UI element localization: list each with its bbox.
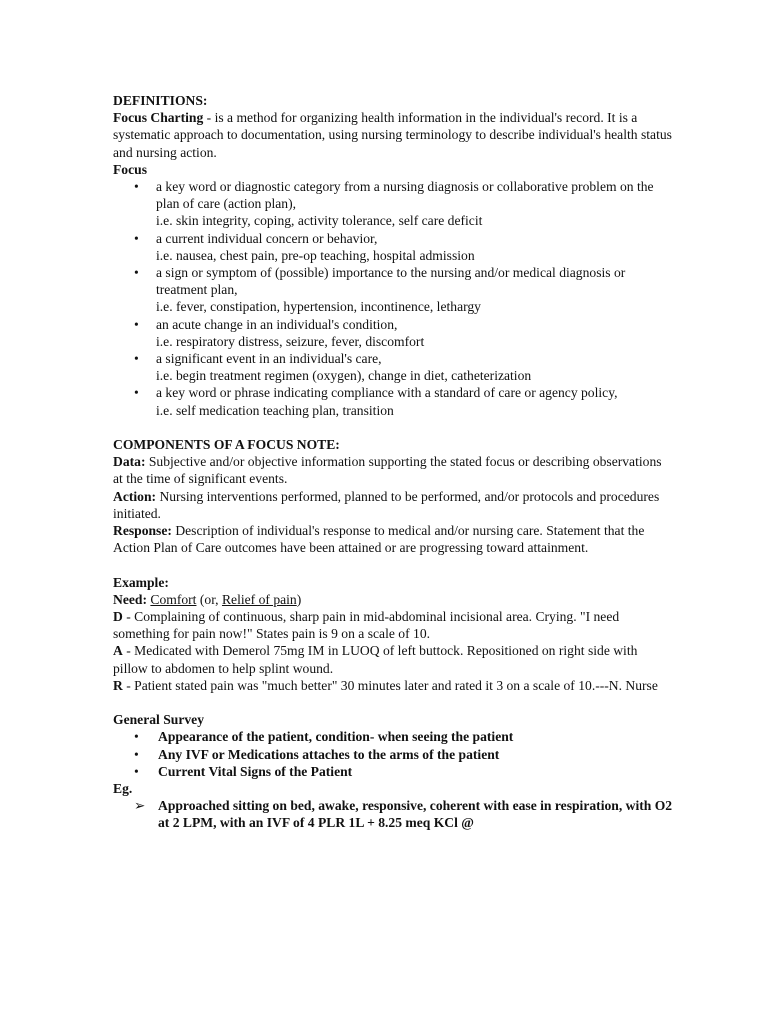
focus-charting-term: Focus Charting bbox=[113, 110, 204, 126]
focus-heading: Focus bbox=[113, 161, 147, 177]
example-need: Need: Comfort (or, Relief of pain) bbox=[113, 591, 302, 607]
eg-label: Eg. bbox=[113, 781, 133, 797]
list-item: • Appearance of the patient, condition- when seeing the patient bbox=[113, 728, 673, 745]
spacer bbox=[113, 556, 673, 573]
list-item: • Current Vital Signs of the Patient bbox=[113, 763, 673, 780]
list-item: • a sign or symptom of (possible) importance to the nursing and/or medical diagnosis or treatment plan, i.e. fever, constipation, hypertension, incontinence, lethargy bbox=[113, 264, 673, 316]
spacer bbox=[113, 419, 673, 436]
document-body bbox=[113, 92, 673, 832]
list-item: • a current individual concern or behavior, i.e. nausea, chest pain, pre-op teaching, hospital admission bbox=[113, 230, 673, 264]
action-component: Action: Nursing interventions performed, planned to be performed, and/or protocols and procedures initiated. bbox=[113, 488, 660, 521]
list-item: • a key word or diagnostic category from a nursing diagnosis or collaborative problem on the plan of care (action plan), i.e. skin integrity, coping, activity tolerance, self care deficit bbox=[113, 178, 673, 230]
example-heading: Example: bbox=[113, 574, 169, 590]
list-item: • an acute change in an individual's condition, i.e. respiratory distress, seizure, fever, discomfort bbox=[113, 316, 673, 350]
list-item: • Any IVF or Medications attaches to the arms of the patient bbox=[113, 746, 673, 763]
list-item: • a significant event in an individual's care, i.e. begin treatment regimen (oxygen), change in diet, catheterization bbox=[113, 350, 673, 384]
example-a: A - Medicated with Demerol 75mg IM in LUOQ of left buttock. Repositioned on right side with pillow to abdomen to help splint wound. bbox=[113, 643, 638, 676]
list-item: • a key word or phrase indicating compliance with a standard of care or agency policy, i.e. self medication teaching plan, transition bbox=[113, 384, 673, 418]
general-survey-heading: General Survey bbox=[113, 712, 204, 728]
eg-list bbox=[113, 797, 673, 831]
components-heading: COMPONENTS OF A FOCUS NOTE: bbox=[113, 437, 340, 453]
list-item: ➢ Approached sitting on bed, awake, responsive, coherent with ease in respiration, with O2 at 2 LPM, with an IVF of 4 PLR 1L + 8.25 meq KCl @ bbox=[134, 798, 673, 831]
data-component: Data: Subjective and/or objective information supporting the stated focus or describing observations at the time of significant events. bbox=[113, 454, 662, 487]
definitions-heading: DEFINITIONS: bbox=[113, 93, 208, 108]
example-d: D - Complaining of continuous, sharp pain in mid-abdominal incisional area. Crying. "I need something for pain now!" States pain is 9 on a scale of 10. bbox=[113, 609, 620, 642]
focus-list bbox=[113, 178, 673, 419]
focus-charting-definition: Focus Charting - is a method for organizing health information in the individual's record. It is a systematic approach to documentation, using nursing terminology to describe individual's health status and nursing action. bbox=[113, 110, 672, 160]
general-survey-list bbox=[113, 728, 673, 780]
arrow-bullet-icon: ➢ bbox=[134, 798, 146, 814]
spacer bbox=[113, 694, 673, 711]
example-r: R - Patient stated pain was "much better" 30 minutes later and rated it 3 on a scale of 10.---N. Nurse bbox=[113, 677, 658, 693]
response-component: Response: Description of individual's response to medical and/or nursing care. Statement that the Action Plan of Care outcomes have been attained or are progressing toward attainment. bbox=[113, 523, 645, 556]
